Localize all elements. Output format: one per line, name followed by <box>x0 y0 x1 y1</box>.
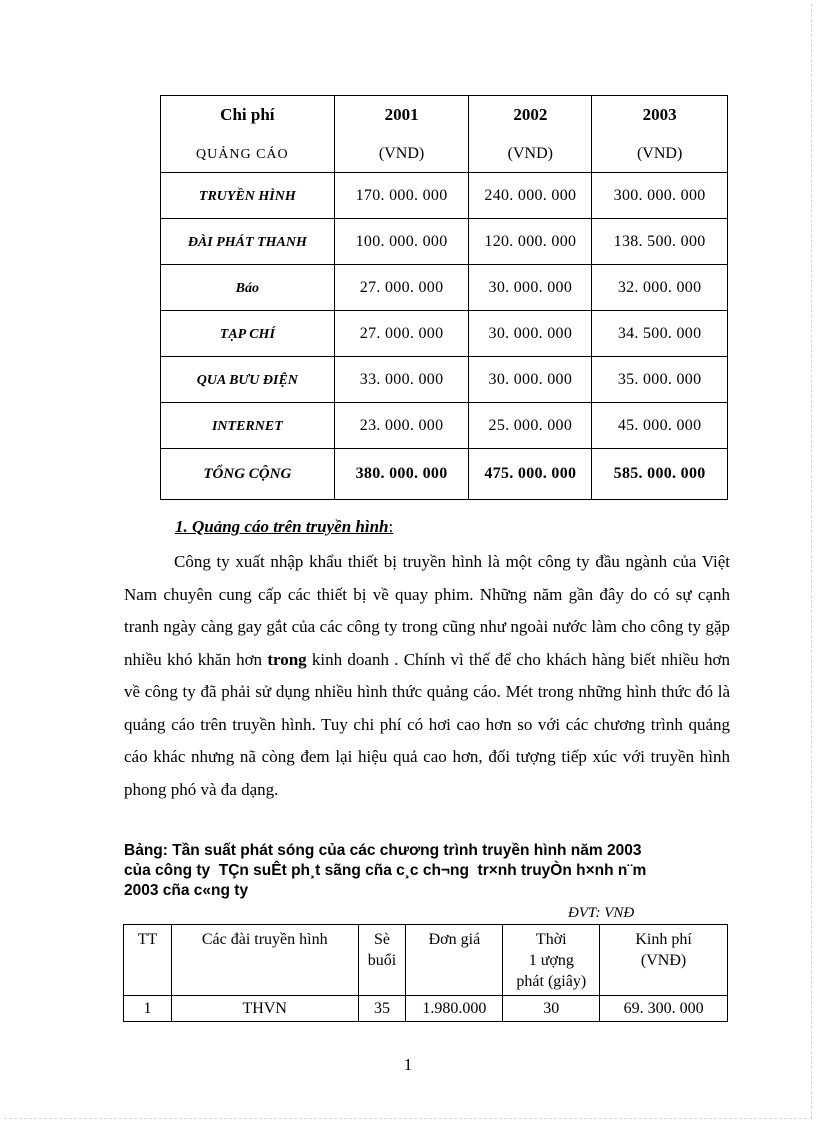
header-advertising-label: QUẢNG CÁO <box>196 147 289 162</box>
header-cost <box>600 925 728 996</box>
paragraph-text: Công ty xuất nhập khẩu thiết bị truyền hình là một công ty đầu ngành của Việt Nam chuyên cung cấp các thiết bị về quay phim. Những năm gần đây do có sự cạnh tranh ngày càng gay gắt của các công ty trong cũng như ngoài nước làm cho công ty gặp nhiều khó khăn hơn <box>124 552 730 669</box>
header-line: 1 ượng <box>528 952 574 969</box>
unit-label: ĐVT: VNĐ <box>568 905 635 921</box>
page-number: 1 <box>403 1055 413 1074</box>
total-row <box>161 449 728 500</box>
cost-table-header <box>161 96 728 173</box>
header-unit-price: Đơn giá <box>406 925 503 996</box>
header-cell-cost <box>161 96 335 173</box>
header-year: 2002 <box>513 105 548 124</box>
header-sessions <box>358 925 406 996</box>
body-paragraph <box>124 546 730 806</box>
header-line: Kinh phí <box>635 931 692 948</box>
cell-sessions: 35 <box>358 996 406 1022</box>
header-year: 2001 <box>384 105 419 124</box>
cell-tt: 1 <box>124 996 172 1022</box>
cell-unit-price: 1.980.000 <box>406 996 503 1022</box>
header-unit: (VND) <box>378 145 425 162</box>
header-line: buổi <box>367 952 397 969</box>
header-cell-2001 <box>334 96 469 173</box>
medium-label: Báo <box>235 280 260 296</box>
cost-cell: 25. 000. 000 <box>469 403 592 449</box>
cell-station: THVN <box>171 996 358 1022</box>
table-row <box>124 996 728 1022</box>
header-line: (VNĐ) <box>640 952 687 969</box>
caption-line: Bảng: Tần suất phát sóng của các chương trình truyền hình năm 2003 <box>124 842 642 859</box>
table-row <box>161 265 728 311</box>
cost-cell: 30. 000. 000 <box>469 311 592 357</box>
medium-label: TẠP CHÍ <box>219 326 275 342</box>
table-row <box>161 173 728 219</box>
header-cell-2002 <box>469 96 592 173</box>
cost-cell: 30. 000. 000 <box>469 265 592 311</box>
cost-cell: 300. 000. 000 <box>592 173 728 219</box>
header-unit: (VND) <box>507 145 553 162</box>
header-tt: TT <box>124 925 172 996</box>
header-line: Thời <box>535 931 567 948</box>
cell-cost: 69. 300. 000 <box>600 996 728 1022</box>
cost-cell: 33. 000. 000 <box>334 357 469 403</box>
header-station: Các đài truyền hình <box>171 925 358 996</box>
table-row <box>161 357 728 403</box>
total-cell: 380. 000. 000 <box>334 449 469 500</box>
header-unit: (VND) <box>636 145 683 162</box>
cost-cell: 120. 000. 000 <box>469 219 592 265</box>
cost-cell: 100. 000. 000 <box>334 219 469 265</box>
ad-cost-table <box>160 95 728 500</box>
header-cell-2003 <box>592 96 728 173</box>
table-row <box>161 219 728 265</box>
cost-cell: 170. 000. 000 <box>334 173 469 219</box>
medium-label: ĐÀI PHÁT THANH <box>187 234 307 250</box>
medium-label: QUA BƯU ĐIỆN <box>196 372 298 388</box>
medium-label: INTERNET <box>211 418 283 434</box>
paragraph-text: kinh doanh . Chính vì thế để cho khách hàng biết nhiều hơn về công ty đã phải sử dụng nhiều hình thức quảng cáo. Mét trong những hình thức đó là quảng cáo trên truyền hình. Tuy chi phí có hơi cao hơn so với các chương trình quảng cáo khác nhưng nã còng đem lại hiệu quả cao hơn, đối tượng tiếp xúc với truyền hình phong phó và đa dạng. <box>124 649 730 799</box>
cost-cell: 30. 000. 000 <box>469 357 592 403</box>
cost-cell: 35. 000. 000 <box>592 357 728 403</box>
section-heading-text: 1. Quảng cáo trên truyền hình <box>175 517 389 536</box>
header-cost-label: Chi phí <box>220 105 275 124</box>
header-line: Sè <box>373 931 390 948</box>
table-caption <box>124 841 744 901</box>
cost-cell: 138. 500. 000 <box>592 219 728 265</box>
total-label: TỔNG CỘNG <box>203 466 292 482</box>
header-line: phát (giây) <box>516 973 587 990</box>
cost-cell: 32. 000. 000 <box>592 265 728 311</box>
cost-cell: 34. 500. 000 <box>592 311 728 357</box>
cell-duration: 30 <box>503 996 600 1022</box>
cost-cell: 23. 000. 000 <box>334 403 469 449</box>
section-heading-colon: : <box>388 517 394 536</box>
cost-cell: 27. 000. 000 <box>334 311 469 357</box>
cost-cell: 27. 000. 000 <box>334 265 469 311</box>
medium-label: TRUYỀN HÌNH <box>198 188 296 204</box>
header-year: 2003 <box>642 105 677 124</box>
broadcast-frequency-table <box>123 924 728 1022</box>
paragraph-bold-text: trong <box>267 649 307 669</box>
cost-cell: 240. 000. 000 <box>469 173 592 219</box>
table-row <box>161 311 728 357</box>
section-heading <box>175 517 393 537</box>
header-duration <box>503 925 600 996</box>
cost-cell: 45. 000. 000 <box>592 403 728 449</box>
table-row <box>161 403 728 449</box>
caption-line: của công ty TÇn suÊt ph¸t sãng cña c¸c ch¬ng tr×nh truyÒn h×nh n¨m <box>124 862 647 879</box>
caption-line: 2003 cña c«ng ty <box>124 882 249 899</box>
total-cell: 475. 000. 000 <box>469 449 592 500</box>
total-cell: 585. 000. 000 <box>592 449 728 500</box>
freq-table-header <box>124 925 728 996</box>
